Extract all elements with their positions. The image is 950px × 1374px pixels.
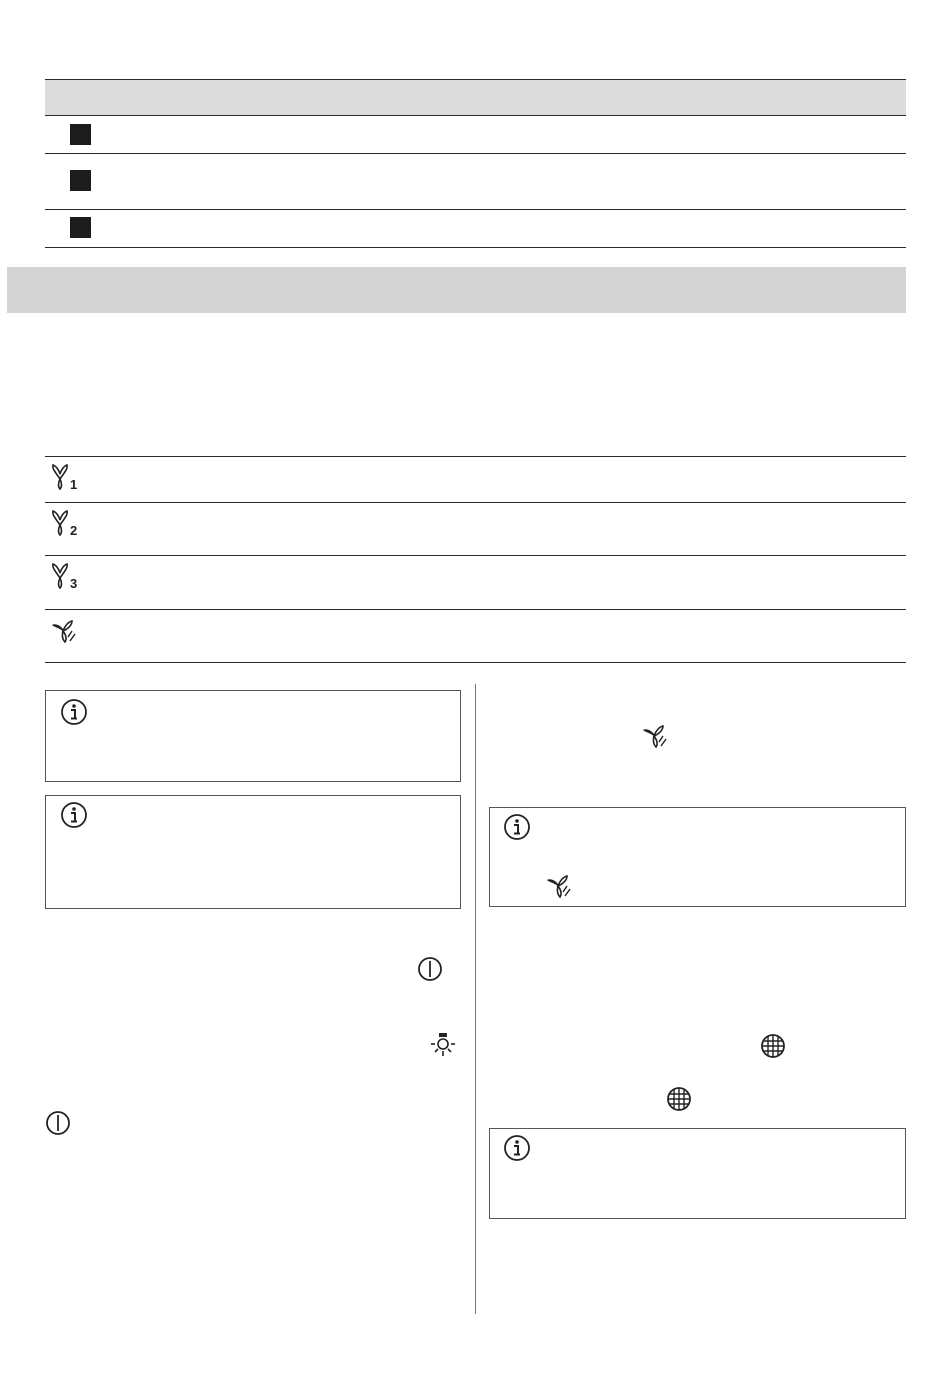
fan-table-rule bbox=[45, 456, 906, 457]
grease-filter-icon bbox=[760, 1033, 786, 1059]
info-icon bbox=[503, 1134, 531, 1162]
fan-table-rule bbox=[45, 609, 906, 610]
fan-table-rule bbox=[45, 502, 906, 503]
info-icon bbox=[60, 801, 88, 829]
info-note-box bbox=[45, 690, 461, 782]
power-icon bbox=[45, 1110, 71, 1136]
top-table-rule bbox=[45, 209, 906, 210]
info-note-box bbox=[45, 795, 461, 909]
fan-table-rule bbox=[45, 662, 906, 663]
top-table-rule bbox=[45, 153, 906, 154]
svg-text:3: 3 bbox=[70, 576, 78, 590]
column-divider bbox=[475, 684, 476, 1314]
top-table-header bbox=[45, 80, 906, 115]
black-square-marker bbox=[70, 124, 91, 145]
top-table-rule bbox=[45, 115, 906, 116]
fan-boost-icon bbox=[641, 722, 671, 750]
svg-text:1: 1 bbox=[70, 477, 78, 491]
fan-table-rule bbox=[45, 555, 906, 556]
black-square-marker bbox=[70, 217, 91, 238]
top-table-rule bbox=[45, 247, 906, 248]
grease-filter-icon bbox=[666, 1086, 692, 1112]
svg-text:2: 2 bbox=[70, 523, 78, 537]
info-note-box bbox=[489, 807, 906, 907]
info-icon bbox=[503, 813, 531, 841]
light-icon bbox=[429, 1031, 457, 1061]
black-square-marker bbox=[70, 170, 91, 191]
fan-boost-icon bbox=[545, 872, 575, 900]
section-heading-band bbox=[7, 267, 906, 313]
fan-speed-1-icon bbox=[50, 463, 84, 491]
fan-speed-2-icon bbox=[50, 509, 84, 537]
fan-speed-3-icon bbox=[50, 562, 84, 590]
info-note-box bbox=[489, 1128, 906, 1219]
fan-boost-icon bbox=[50, 617, 80, 645]
power-icon bbox=[417, 956, 443, 982]
info-icon bbox=[60, 698, 88, 726]
